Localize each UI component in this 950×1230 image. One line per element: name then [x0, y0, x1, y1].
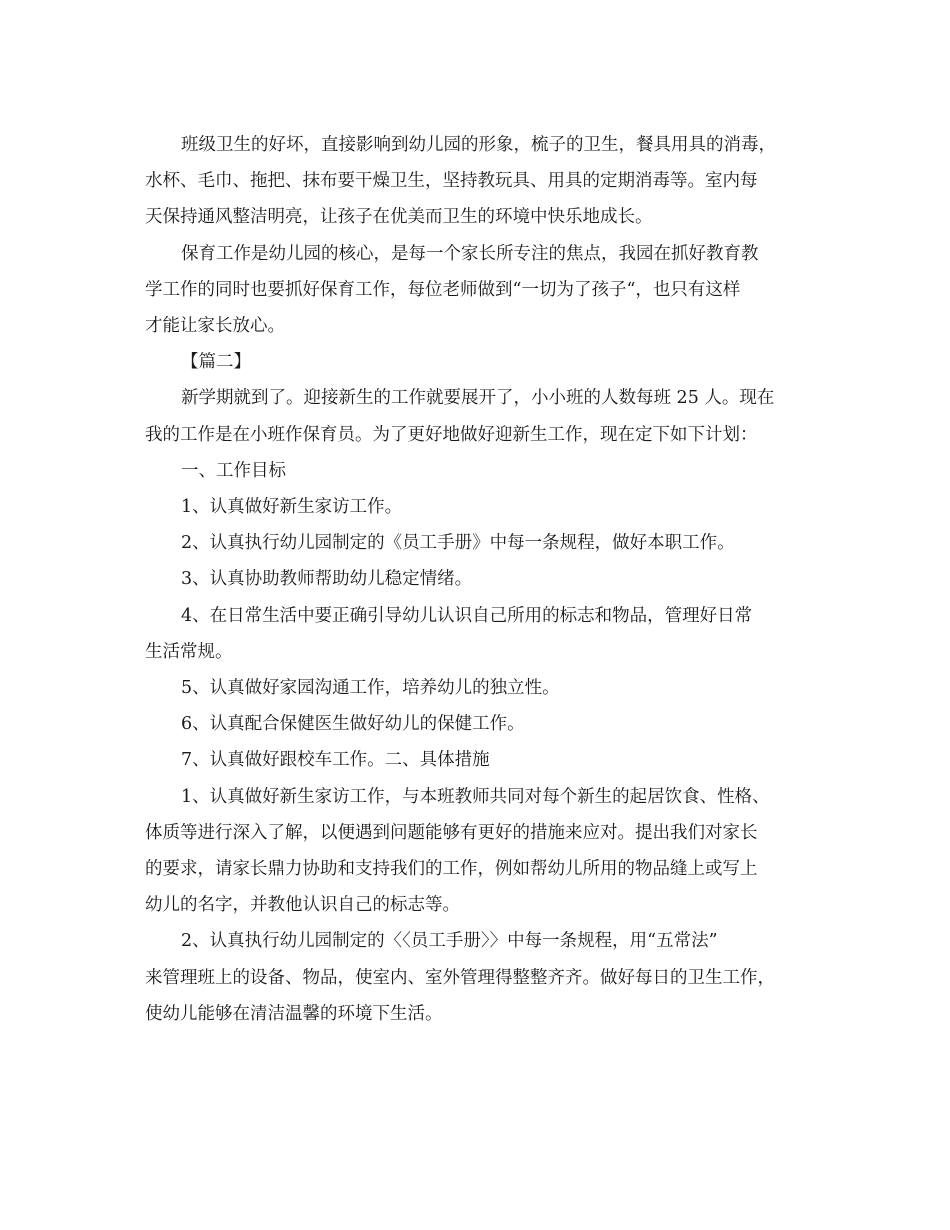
goal-item-3 — [145, 561, 810, 597]
text-line: 4、在日常生活中要正确引导幼儿认识自己所用的标志和物品，管理好日常 — [181, 605, 753, 626]
heading-work-goals — [145, 453, 810, 489]
text-line: 保育工作是幼儿园的核心，是每一个家长所专注的焦点，我园在抓好教育教 — [181, 243, 759, 264]
text-line: 来管理班上的设备、物品，使室内、室外管理得整整齐齐。做好每日的卫生工作， — [145, 967, 775, 988]
text-line: 使幼儿能够在清洁温馨的环境下生活。 — [145, 1003, 443, 1024]
text-line: 学工作的同时也要抓好保育工作，每位老师做到“一切为了孩子“，也只有这样 — [145, 279, 741, 300]
text-line: 才能让家长放心。 — [145, 316, 285, 337]
text-line: 我的工作是在小班作保育员。为了更好地做好迎新生工作，现在定下如下计划： — [145, 424, 758, 445]
paragraph-care-work — [145, 236, 810, 345]
goal-item-5 — [145, 670, 810, 706]
text-line: 1、认真做好新生家访工作。 — [181, 497, 403, 518]
text-line: 天保持通风整洁明亮，让孩子在优美而卫生的环境中快乐地成长。 — [145, 207, 653, 228]
goal-item-1 — [145, 489, 810, 525]
measure-item-2 — [145, 923, 810, 1032]
text-line: 5、认真做好家园沟通工作，培养幼儿的独立性。 — [181, 678, 560, 699]
document-body — [145, 127, 810, 1032]
section-heading-text: 【篇二】 — [181, 352, 251, 373]
goal-item-2 — [145, 525, 810, 561]
text-line: 班级卫生的好坏，直接影响到幼儿园的形象，梳子的卫生，餐具用具的消毒， — [181, 135, 776, 155]
text-line: 7、认真做好跟校车工作。二、具体措施 — [181, 750, 490, 771]
paragraph-new-term — [145, 380, 810, 452]
text-line: 1、认真做好新生家访工作，与本班教师共同对每个新生的起居饮食、性格、 — [181, 786, 770, 807]
text-line: 6、认真配合保健医生做好幼儿的保健工作。 — [181, 714, 525, 735]
text-line: 的要求，请家长鼎力协助和支持我们的工作，例如帮幼儿所用的物品缝上或写上 — [145, 859, 758, 880]
text-line: 幼儿的名字，并教他认识自己的标志等。 — [145, 895, 460, 916]
text-line: 2、认真执行幼儿园制定的〈〈员工手册〉〉中每一条规程，用“五常法” — [181, 931, 718, 952]
text-line: 2、认真执行幼儿园制定的《员工手册》中每一条规程，做好本职工作。 — [181, 533, 735, 554]
text-line: 体质等进行深入了解，以便遇到问题能够有更好的措施来应对。提出我们对家长 — [145, 822, 758, 843]
measure-item-1 — [145, 779, 810, 924]
goal-item-7 — [145, 742, 810, 778]
goal-item-4 — [145, 598, 810, 670]
text-line: 水杯、毛巾、拖把、抹布要干燥卫生，坚持教玩具、用具的定期消毒等。室内每 — [145, 171, 758, 192]
text-line: 3、认真协助教师帮助幼儿稳定情绪。 — [181, 569, 473, 590]
text-line: 生活常规。 — [145, 641, 233, 662]
goal-item-6 — [145, 706, 810, 742]
heading-text: 一、工作目标 — [181, 460, 286, 481]
section-heading — [145, 344, 810, 380]
paragraph-hygiene — [145, 127, 810, 236]
text-line: 新学期就到了。迎接新生的工作就要展开了，小小班的人数每班 25 人。现在 — [181, 388, 775, 409]
